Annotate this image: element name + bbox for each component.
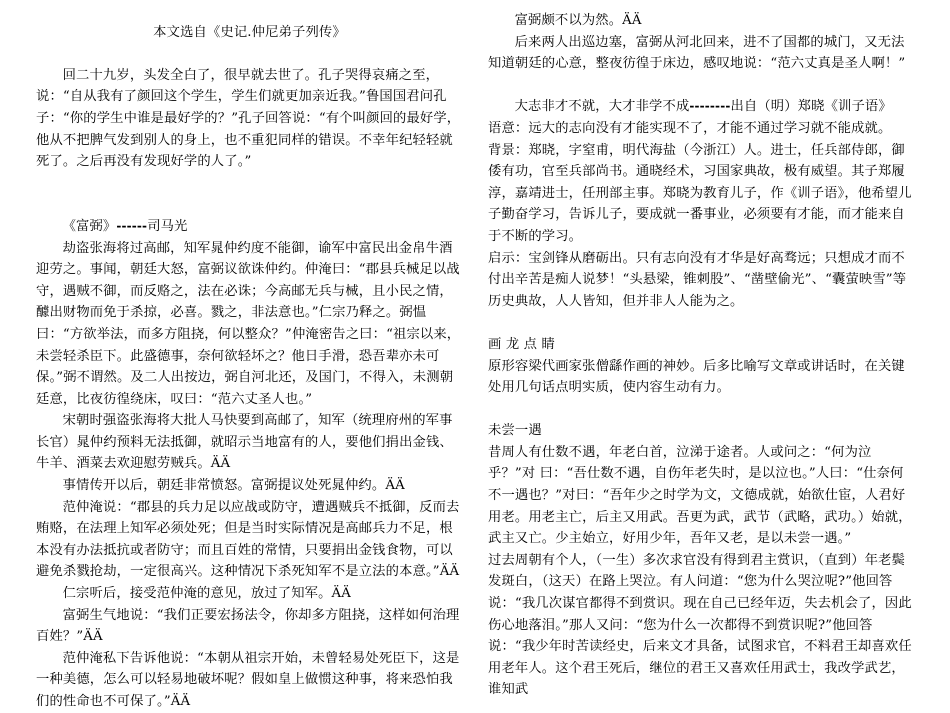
title-author: 司马光 [147, 218, 188, 234]
left-column [36, 0, 463, 713]
section-title-idiom: 画 龙 点 睛 [488, 336, 555, 352]
paragraph: 范仲淹私下告诉他说：“本朝从祖宗开始，未曾轻易处死臣下，这是一种美德，怎么可以轻易地破坏呢？假如皇上做惯这种事，将来恐怕我们的性命也不可保了。”ÄÄ [36, 650, 460, 709]
paragraph: 宋朝时强盗张海将大批人马快要到高邮了，知军（统理府州的军事长官）晁仲约预料无法抵御，就昭示当地富有的人，要他们捐出金钱、牛羊、酒菜去欢迎慰劳贼兵。ÄÄ [36, 413, 453, 472]
proverb-source: 出自（明）郑晓《训子语》 [730, 99, 892, 115]
paragraph: 原形容梁代画家张僧繇作画的神妙。后多比喻写文章或讲话时，在关键处用几句话点明实质，使内容生动有力。 [488, 358, 905, 396]
title-text: 《富弼》 [62, 218, 117, 234]
source-line: 本文选自《史记.仲尼弟子列传》 [153, 24, 346, 40]
paragraph: 劫盗张海将过高邮，知军晁仲约度不能御，谕军中富民出金帛牛酒迎劳之。事闻，朝廷大怒，富弼议欲诛仲约。仲淹曰：“郡县兵械足以战守，遇贼不御，而反赂之，法在必诛；今高邮无兵与械，且小民之情，醵出财物而免于杀掠，必喜。戮之，非法意也。”仁宗乃释之。弼愠曰：“方欲举法，而多方阻挠，何以整众？”仲淹密告之曰：“祖宗以来，未尝轻杀臣下。此盛德事，奈何欲轻坏之？他日手滑，恐吾辈亦未可保。”弼不谓然。及二人出按边，弼自河北还，及国门，不得入，未测朝廷意，比夜彷徨绕床，叹曰：“范六丈圣人也。” [36, 240, 461, 407]
proverb-dash: -------- [689, 99, 731, 114]
paragraph: 昔周人有仕数不遇，年老白首，泣涕于途者。人或问之：“何为泣乎？”对 曰：“吾仕数不遇，自伤年老失时，是以泣也。”人曰：“仕奈何不一遇也？”对曰：“吾年少之时学为文，文德成就，始欲仕宦，人君好用老。用老主亡，后主又用武。吾更为武，武节（武略，武功。）始就，武主又亡。少主始立，好用少年，吾年又老，是以未尝一遇。” [488, 444, 912, 547]
paragraph: 背景：郑晓，字窒甫，明代海盐（今浙江）人。进士，任兵部侍郎，御倭有功，官至兵部尚书。通晓经术，习国家典故，极有威望。其子郑履淳，嘉靖进士，任刑部主事。郑晓为教育儿子，作《训子语》，他希望儿子勤奋学习，告诉儿子，要成就一番事业，必须要有才能，而才能来自于不断的学习。 [488, 142, 912, 244]
proverb-text: 大志非才不就，大才非学不成 [514, 99, 690, 115]
paragraph: 后来两人出巡边塞，富弼从河北回来，进不了国都的城门，又无法知道朝廷的心意，整夜彷徨于床边，感叹地说：“范六丈真是圣人啊！” [488, 34, 906, 72]
section-title-fubi [36, 216, 463, 238]
paragraph: 富弼生气地说：“我们正要宏扬法令，你却多方阻挠，这样如何治理百姓？”ÄÄ [36, 607, 460, 645]
paragraph: 过去周朝有个人，（一生）多次求官没有得到君主赏识，（直到）年老鬓发斑白，（这天）在路上哭泣。有人问道：“您为什么哭泣呢?”他回答说：“我几次谋官都得不到赏识。现在自己已经年迈，失去机会了，因此伤心地落泪。”那人又问：“您为什么一次都得不到赏识呢?”他回答说：“我少年时苦读经史，后来文才具备，试图求官，不料君王却喜欢任用老年人。这个君王死后，继位的君王又喜欢任用武士，我改学武艺，谁知武 [488, 552, 912, 698]
paragraph: 仁宗听后，接受范仲淹的意见，放过了知军。ÄÄ [62, 586, 352, 602]
paragraph: 语意：远大的志向没有才能实现不了，才能不通过学习就不能成就。 [488, 120, 892, 136]
paragraph: 事情传开以后，朝廷非常愤怒。富弼提议处死晁仲约。ÄÄ [62, 478, 405, 494]
paragraph: 启示：宝剑锋从磨砺出。只有志向没有才华是好高骛远；只想成才而不付出辛苦是痴人说梦！“头悬梁，锥刺股”、“凿壁偷光”、“囊萤映雪”等历史典故，人人皆知，但并非人人能为之。 [488, 250, 907, 309]
section-title-proverb [488, 96, 915, 118]
section-title-story: 未尝一遇 [488, 423, 542, 439]
paragraph: 回二十九岁，头发全白了，很早就去世了。孔子哭得哀痛之至，说：“自从我有了颜回这个学生，学生们就更加亲近我。”鲁国国君问孔子：“你的学生中谁是最好学的？”孔子回答说：“有个叫颜回的最好学，他从不把脾气发到别人的身上，也不重犯同样的错误。不幸年纪轻轻就死了。之后再没有发现好学的人了。” [36, 67, 461, 170]
right-column [488, 0, 915, 701]
paragraph: 富弼颇不以为然。ÄÄ [514, 13, 642, 28]
title-dash: ------ [116, 218, 148, 233]
paragraph: 范仲淹说：“郡县的兵力足以应战或防守，遭遇贼兵不抵御，反而去贿赂，在法理上知军必须处死；但是当时实际情况是高邮兵力不足，根本没有办法抵抗或者防守；而且百姓的常情，只要捐出金钱食物，可以避免杀戮抢劫，一定很高兴。这种情况下杀死知军不是立法的本意。”ÄÄ [36, 499, 460, 580]
